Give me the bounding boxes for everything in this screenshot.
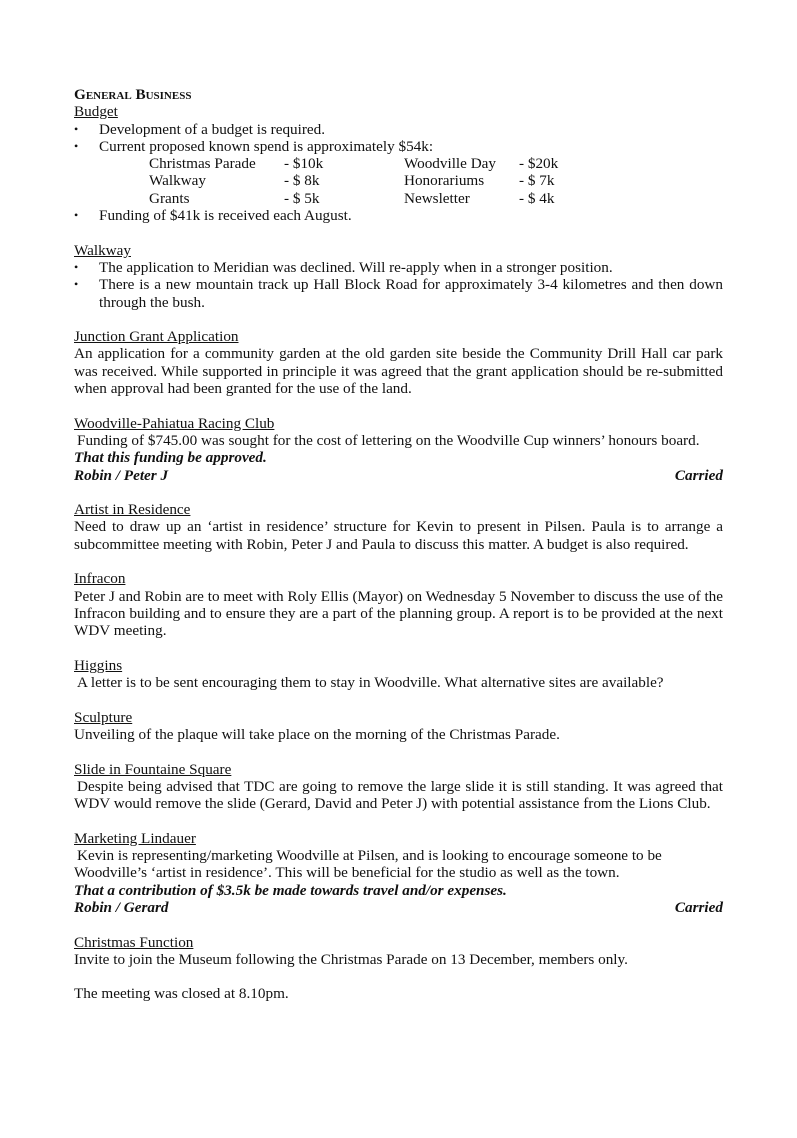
sculpture-text: Unveiling of the plaque will take place on the morning of the Christmas Parade. (74, 725, 560, 743)
motion-result: Carried (674, 898, 723, 916)
motion-result: Carried (674, 466, 723, 484)
table-cell: Honorariums (404, 172, 485, 190)
artist-title: Artist in Residence (74, 501, 191, 519)
christmas-section (74, 934, 723, 969)
marketing-section (74, 830, 723, 916)
motion-movers-row (74, 899, 723, 916)
slide-text: Despite being advised that TDC are going to remove the large slide it is still standing. It was agreed that WDV would remove the slide (Gerard, David and Peter J) with potential assistance from the Lions Club. (74, 777, 723, 813)
table-cell: - $ 5k (284, 189, 320, 207)
table-cell: - $10k (284, 155, 324, 173)
racing-text: Funding of $745.00 was sought for the cost of lettering on the Woodville Cup winners’ honours board. (77, 431, 700, 449)
walkway-title: Walkway (74, 241, 131, 259)
racing-section (74, 415, 723, 484)
movers: Robin / Gerard (74, 898, 169, 916)
list-item-text: Current proposed known spend is approximately $54k: (99, 137, 434, 155)
slide-title: Slide in Fountaine Square (74, 760, 232, 778)
higgins-text: A letter is to be sent encouraging them to stay in Woodville. What alternative sites are available? (77, 674, 664, 692)
budget-list (74, 121, 723, 225)
artist-section (74, 501, 723, 553)
list-item: • There is a new mountain track up Hall Block Road for approximately 3-4 kilometres and then down through the bush. (74, 276, 723, 311)
table-cell: - $ 8k (284, 172, 320, 190)
section-heading: General Business (74, 86, 192, 103)
sculpture-title: Sculpture (74, 708, 133, 726)
table-cell: - $ 4k (519, 189, 555, 207)
infracon-text: Peter J and Robin are to meet with Roly Ellis (Mayor) on Wednesday 5 November to discuss the use of the Infracon building and to ensure they are a part of the planning group. A report is to be provided at the next WDV meeting. (74, 587, 723, 640)
list-item: • Development of a budget is required. (74, 121, 723, 138)
table-cell: Woodville Day (404, 155, 496, 173)
document-page (74, 86, 723, 1003)
christmas-title: Christmas Function (74, 933, 194, 951)
budget-table (149, 155, 558, 207)
list-item: • The application to Meridian was declined. Will re-apply when in a stronger position. (74, 259, 723, 276)
higgins-section (74, 657, 723, 692)
motion-movers-row (74, 467, 723, 484)
junction-title: Junction Grant Application (74, 328, 239, 346)
list-item: • Funding of $41k is received each August. (74, 207, 723, 224)
christmas-text: Invite to join the Museum following the Christmas Parade on 13 December, members only. (74, 950, 628, 968)
table-cell: Newsletter (404, 189, 470, 207)
table-cell: Grants (149, 189, 190, 207)
table-cell: Christmas Parade (149, 155, 256, 173)
slide-section (74, 761, 723, 813)
table-row (149, 155, 558, 172)
table-cell: - $20k (519, 155, 559, 173)
budget-title: Budget (74, 103, 118, 121)
walkway-list (74, 259, 723, 311)
marketing-text: Kevin is representing/marketing Woodville at Pilsen, and is looking to encourage someone to be Woodville’s ‘artist in residence’. This will be beneficial for the studio as well as the town. (74, 847, 662, 882)
budget-section (74, 86, 723, 224)
list-item (74, 138, 723, 207)
motion-text: That a contribution of $3.5k be made towards travel and/or expenses. (74, 881, 507, 899)
table-cell: Walkway (149, 172, 206, 190)
junction-text: An application for a community garden at the old garden site beside the Community Drill Hall car park was received. While supported in principle it was agreed that the grant application should be re-submitted when approval had been granted for the use of the land. (74, 345, 723, 398)
higgins-title: Higgins (74, 656, 123, 674)
marketing-title: Marketing Lindauer (74, 829, 196, 847)
racing-title: Woodville-Pahiatua Racing Club (74, 414, 275, 432)
junction-section (74, 328, 723, 397)
infracon-title: Infracon (74, 570, 126, 588)
artist-text: Need to draw up an ‘artist in residence’ structure for Kevin to present in Pilsen. Paula is to arrange a subcommittee meeting with Robin, Peter J and Paula to discuss this matter. A budget is also required. (74, 518, 723, 553)
table-row (149, 190, 558, 207)
movers: Robin / Peter J (74, 466, 169, 484)
walkway-section (74, 242, 723, 311)
closing-text: The meeting was closed at 8.10pm. (74, 985, 289, 1003)
infracon-section (74, 570, 723, 639)
motion-text: That this funding be approved. (74, 449, 267, 467)
table-row (149, 172, 558, 189)
sculpture-section (74, 709, 723, 744)
table-cell: - $ 7k (519, 172, 555, 190)
